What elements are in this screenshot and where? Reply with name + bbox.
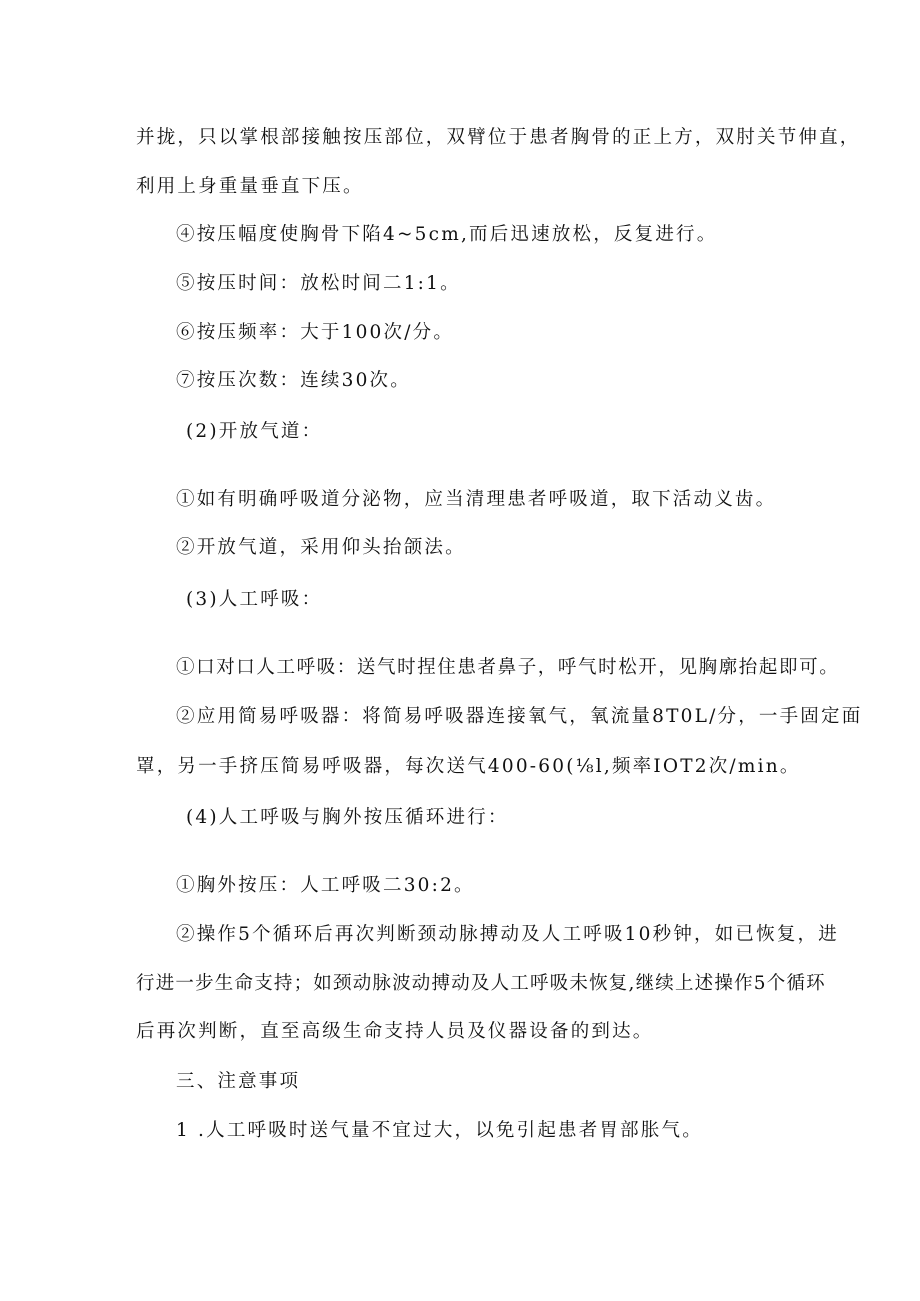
list-item: ⑥按压频率：大于100次/分。 <box>176 322 455 343</box>
paragraph-line: 并拢，只以掌根部接触按压部位，双臂位于患者胸骨的正上方，双肘关节伸直， <box>136 127 861 148</box>
list-item: ①如有明确呼吸道分泌物，应当清理患者呼吸道，取下活动义齿。 <box>176 489 777 510</box>
list-item: ⑤按压时间：放松时间二1:1。 <box>176 273 461 294</box>
list-item: 1 .人工呼吸时送气量不宜过大，以免引起患者胃部胀气。 <box>176 1120 703 1141</box>
list-item: ②操作5个循环后再次判断颈动脉搏动及人工呼吸10秒钟，如已恢复，进 <box>176 924 839 945</box>
list-item: ①胸外按压：人工呼吸二30:2。 <box>176 875 475 896</box>
paragraph-line: 后再次判断，直至高级生命支持人员及仪器设备的到达。 <box>136 1021 654 1042</box>
section-heading: (3)人工呼吸： <box>186 589 323 610</box>
section-heading: 三、注意事项 <box>176 1071 301 1092</box>
section-heading: (4)人工呼吸与胸外按压循环进行： <box>186 807 509 828</box>
section-heading: (2)开放气道： <box>186 421 323 442</box>
list-item: ⑦按压次数：连续30次。 <box>176 370 411 391</box>
list-item: ④按压幅度使胸骨下陷4~5cm,而后迅速放松，反复进行。 <box>176 224 718 245</box>
paragraph-line: 利用上身重量垂直下压。 <box>136 176 364 197</box>
paragraph-line: 罩，另一手挤压简易呼吸器，每次送气400-60(⅛l,频率IOT2次/min。 <box>136 756 801 777</box>
list-item: ②开放气道，采用仰头抬颌法。 <box>176 537 466 558</box>
list-item: ②应用简易呼吸器：将简易呼吸器连接氧气，氧流量8T0L/分，一手固定面 <box>176 706 863 727</box>
paragraph-line: 行进一步生命支持；如颈动脉波动搏动及人工呼吸未恢复,继续上述操作5个循环 <box>136 973 826 994</box>
list-item: ①口对口人工呼吸：送气时捏住患者鼻子，呼气时松开，见胸廓抬起即可。 <box>176 657 840 678</box>
